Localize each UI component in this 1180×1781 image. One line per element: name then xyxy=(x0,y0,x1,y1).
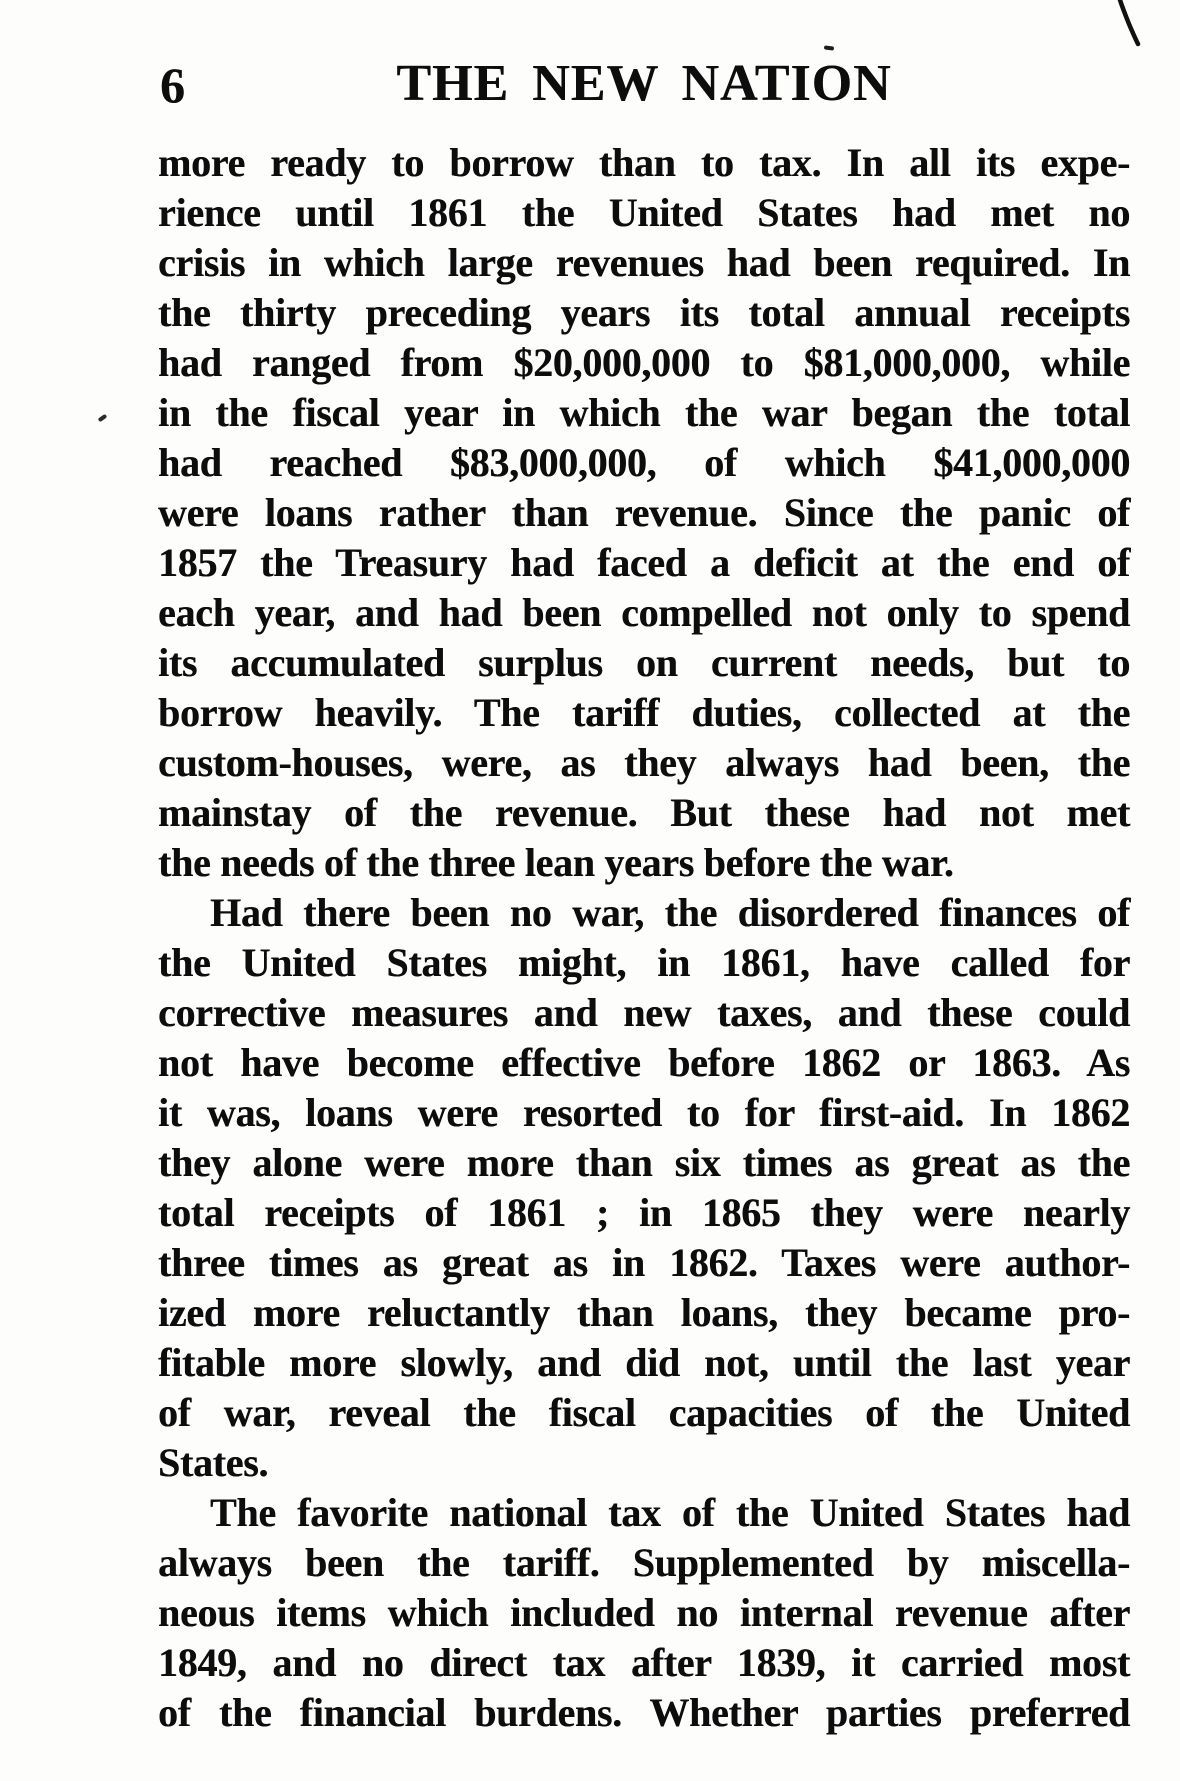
paragraph xyxy=(158,138,1130,888)
text-line: of the financial burdens. Whether parties preferred xyxy=(158,1690,1130,1735)
text-line: the United States might, in 1861, have called for xyxy=(158,940,1130,985)
text-line: fitable more slowly, and did not, until the last year xyxy=(158,1340,1130,1385)
body-text xyxy=(158,138,1130,1738)
text-line: mainstay of the revenue. But these had not met xyxy=(158,790,1130,835)
text-line: borrow heavily. The tariff duties, collected at the xyxy=(158,690,1130,735)
text-line: neous items which included no internal revenue after xyxy=(158,1590,1130,1635)
text-line: 1857 the Treasury had faced a deficit at the end of xyxy=(158,540,1130,585)
text-line: States. xyxy=(158,1440,269,1485)
text-line: corrective measures and new taxes, and these could xyxy=(158,990,1130,1035)
text-line: not have become effective before 1862 or 1863. As xyxy=(158,1040,1130,1085)
text-line: were loans rather than revenue. Since the panic of xyxy=(158,490,1130,535)
text-line: ized more reluctantly than loans, they became pro- xyxy=(158,1290,1130,1335)
text-line: crisis in which large revenues had been required. In xyxy=(158,240,1130,285)
text-line: they alone were more than six times as great as the xyxy=(158,1140,1130,1185)
text-line: of war, reveal the fiscal capacities of the United xyxy=(158,1390,1130,1435)
text-line: The favorite national tax of the United States had xyxy=(210,1490,1130,1535)
ink-dash-artifact xyxy=(98,414,108,422)
page-title: THE NEW NATION xyxy=(396,55,892,112)
text-line: 1849, and no direct tax after 1839, it carried most xyxy=(158,1640,1130,1685)
page-number: 6 xyxy=(160,57,185,113)
text-line: total receipts of 1861 ; in 1865 they were nearly xyxy=(158,1190,1130,1235)
text-line: rience until 1861 the United States had met no xyxy=(158,190,1130,235)
paragraph xyxy=(158,888,1130,1488)
running-head xyxy=(158,55,1130,116)
text-line: the needs of the three lean years before the war. xyxy=(158,840,954,885)
text-line: custom-houses, were, as they always had been, the xyxy=(158,740,1130,785)
text-line: the thirty preceding years its total annual receipts xyxy=(158,290,1130,335)
text-line: each year, and had been compelled not only to spend xyxy=(158,590,1130,635)
text-line: Had there been no war, the disordered finances of xyxy=(210,890,1130,935)
ink-dot-artifact xyxy=(824,45,834,50)
text-line: in the fiscal year in which the war began the total xyxy=(158,390,1130,435)
text-line: more ready to borrow than to tax. In all its expe- xyxy=(158,140,1130,185)
text-line: had reached $83,000,000, of which $41,000,000 xyxy=(158,440,1130,485)
text-line: always been the tariff. Supplemented by miscella- xyxy=(158,1540,1130,1585)
pen-stroke-artifact xyxy=(1095,0,1165,52)
paragraph xyxy=(158,1488,1130,1738)
text-line: its accumulated surplus on current needs, but to xyxy=(158,640,1130,685)
text-line: it was, loans were resorted to for first-aid. In 1862 xyxy=(158,1090,1130,1135)
text-line: had ranged from $20,000,000 to $81,000,000, while xyxy=(158,340,1130,385)
text-line: three times as great as in 1862. Taxes were author- xyxy=(158,1240,1130,1285)
